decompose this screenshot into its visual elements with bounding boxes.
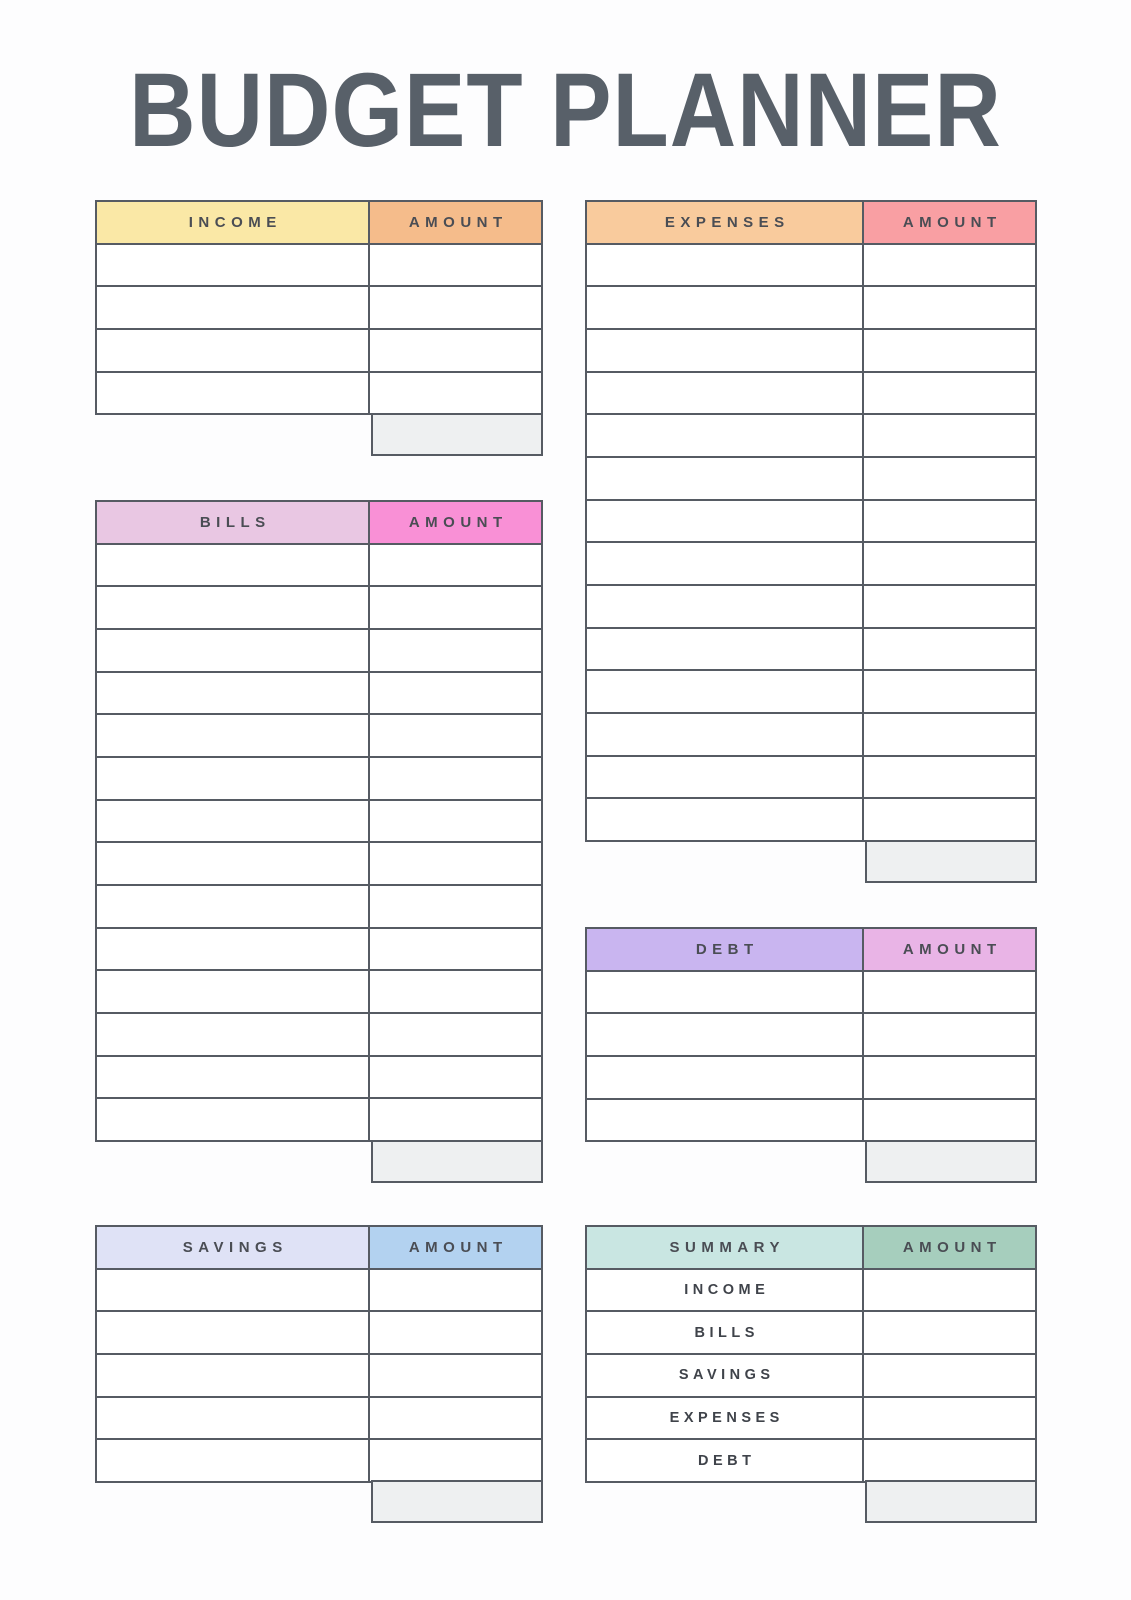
income-header-row bbox=[97, 202, 541, 243]
entry-cell bbox=[97, 287, 370, 328]
amount-cell bbox=[864, 501, 1035, 542]
table-row bbox=[97, 1055, 541, 1098]
page-title: BUDGET PLANNER bbox=[129, 52, 1002, 169]
amount-cell bbox=[864, 757, 1035, 798]
summary-label-cell: BILLS bbox=[587, 1312, 864, 1353]
entry-cell bbox=[97, 715, 370, 756]
debt-header-row bbox=[587, 929, 1035, 970]
table-row bbox=[97, 285, 541, 328]
expenses-amount-header-cell: AMOUNT bbox=[864, 202, 1035, 243]
amount-cell bbox=[864, 287, 1035, 328]
amount-cell bbox=[370, 1312, 541, 1353]
table-row bbox=[97, 585, 541, 628]
entry-cell bbox=[97, 1312, 370, 1353]
table-row bbox=[587, 669, 1035, 712]
savings-total-cell bbox=[371, 1480, 544, 1523]
amount-cell bbox=[370, 287, 541, 328]
table-row bbox=[587, 584, 1035, 627]
amount-cell bbox=[370, 1270, 541, 1311]
amount-cell bbox=[370, 971, 541, 1012]
table-row bbox=[97, 969, 541, 1012]
amount-cell bbox=[370, 843, 541, 884]
savings-amount-header-cell: AMOUNT bbox=[370, 1227, 541, 1268]
amount-cell bbox=[864, 1355, 1035, 1396]
amount-cell bbox=[864, 373, 1035, 414]
table-row bbox=[587, 1353, 1035, 1396]
debt-table bbox=[585, 927, 1037, 1183]
amount-cell bbox=[370, 373, 541, 414]
savings-header-cell: SAVINGS bbox=[97, 1227, 370, 1268]
entry-cell bbox=[587, 586, 864, 627]
amount-cell bbox=[370, 1355, 541, 1396]
income-table bbox=[95, 200, 543, 456]
entry-cell bbox=[587, 501, 864, 542]
amount-cell bbox=[370, 1099, 541, 1140]
amount-cell bbox=[864, 458, 1035, 499]
table-row bbox=[587, 1268, 1035, 1311]
amount-cell bbox=[370, 715, 541, 756]
table-row bbox=[587, 1098, 1035, 1141]
table-row bbox=[97, 1438, 541, 1481]
savings-table bbox=[95, 1225, 543, 1523]
debt-total-cell bbox=[865, 1140, 1038, 1183]
entry-cell bbox=[587, 714, 864, 755]
table-row bbox=[587, 285, 1035, 328]
table-row bbox=[587, 499, 1035, 542]
table-row bbox=[97, 671, 541, 714]
amount-cell bbox=[370, 1440, 541, 1481]
entry-cell bbox=[587, 287, 864, 328]
table-row bbox=[97, 1396, 541, 1439]
amount-cell bbox=[370, 245, 541, 286]
table-row bbox=[97, 884, 541, 927]
table-row bbox=[587, 1055, 1035, 1098]
entry-cell bbox=[97, 245, 370, 286]
summary-header-row bbox=[587, 1227, 1035, 1268]
entry-cell bbox=[97, 801, 370, 842]
amount-cell bbox=[370, 801, 541, 842]
entry-cell bbox=[587, 671, 864, 712]
amount-cell bbox=[370, 587, 541, 628]
income-total-cell bbox=[371, 413, 544, 456]
amount-cell bbox=[864, 1312, 1035, 1353]
entry-cell bbox=[587, 330, 864, 371]
amount-cell bbox=[864, 1440, 1035, 1481]
table-row bbox=[587, 970, 1035, 1013]
table-row bbox=[97, 756, 541, 799]
table-row bbox=[587, 712, 1035, 755]
amount-cell bbox=[864, 1100, 1035, 1141]
entry-cell bbox=[97, 929, 370, 970]
savings-grid bbox=[95, 1225, 543, 1483]
entry-cell bbox=[97, 1398, 370, 1439]
summary-grid bbox=[585, 1225, 1037, 1483]
entry-cell bbox=[97, 1057, 370, 1098]
entry-cell bbox=[97, 886, 370, 927]
entry-cell bbox=[97, 1099, 370, 1140]
entry-cell bbox=[587, 543, 864, 584]
table-row bbox=[97, 799, 541, 842]
expenses-grid bbox=[585, 200, 1037, 842]
amount-cell bbox=[370, 1057, 541, 1098]
table-row bbox=[587, 627, 1035, 670]
entry-cell bbox=[587, 799, 864, 840]
table-row bbox=[587, 413, 1035, 456]
debt-grid bbox=[585, 927, 1037, 1142]
summary-amount-header-cell: AMOUNT bbox=[864, 1227, 1035, 1268]
bills-header-cell: BILLS bbox=[97, 502, 370, 543]
table-row bbox=[97, 1097, 541, 1140]
entry-cell bbox=[97, 971, 370, 1012]
amount-cell bbox=[370, 758, 541, 799]
entry-cell bbox=[97, 1014, 370, 1055]
table-row bbox=[587, 328, 1035, 371]
entry-cell bbox=[587, 1057, 864, 1098]
entry-cell bbox=[587, 245, 864, 286]
amount-cell bbox=[864, 972, 1035, 1013]
entry-cell bbox=[97, 843, 370, 884]
amount-cell bbox=[864, 586, 1035, 627]
table-row bbox=[97, 371, 541, 414]
bills-total-cell bbox=[371, 1140, 544, 1183]
debt-amount-header-cell: AMOUNT bbox=[864, 929, 1035, 970]
table-row bbox=[97, 628, 541, 671]
amount-cell bbox=[864, 1398, 1035, 1439]
table-row bbox=[587, 371, 1035, 414]
table-row bbox=[97, 1353, 541, 1396]
entry-cell bbox=[97, 373, 370, 414]
expenses-table bbox=[585, 200, 1037, 883]
bills-grid bbox=[95, 500, 543, 1142]
table-row bbox=[97, 1310, 541, 1353]
table-row bbox=[587, 456, 1035, 499]
entry-cell bbox=[587, 1100, 864, 1141]
table-row bbox=[587, 797, 1035, 840]
amount-cell bbox=[864, 714, 1035, 755]
amount-cell bbox=[864, 1057, 1035, 1098]
amount-cell bbox=[370, 630, 541, 671]
amount-cell bbox=[370, 929, 541, 970]
entry-cell bbox=[97, 545, 370, 586]
amount-cell bbox=[370, 545, 541, 586]
table-row bbox=[97, 927, 541, 970]
table-row bbox=[97, 1012, 541, 1055]
table-row bbox=[587, 755, 1035, 798]
entry-cell bbox=[97, 1440, 370, 1481]
summary-label-cell: INCOME bbox=[587, 1270, 864, 1311]
entry-cell bbox=[97, 630, 370, 671]
income-header-cell: INCOME bbox=[97, 202, 370, 243]
table-row bbox=[587, 1396, 1035, 1439]
amount-cell bbox=[864, 1270, 1035, 1311]
entry-cell bbox=[97, 1270, 370, 1311]
summary-label-cell: DEBT bbox=[587, 1440, 864, 1481]
expenses-header-cell: EXPENSES bbox=[587, 202, 864, 243]
entry-cell bbox=[587, 629, 864, 670]
amount-cell bbox=[370, 886, 541, 927]
amount-cell bbox=[864, 799, 1035, 840]
bills-amount-header-cell: AMOUNT bbox=[370, 502, 541, 543]
income-amount-header-cell: AMOUNT bbox=[370, 202, 541, 243]
entry-cell bbox=[97, 330, 370, 371]
savings-header-row bbox=[97, 1227, 541, 1268]
summary-total-cell bbox=[865, 1480, 1038, 1523]
table-row bbox=[587, 1012, 1035, 1055]
amount-cell bbox=[370, 1398, 541, 1439]
table-row bbox=[97, 1268, 541, 1311]
amount-cell bbox=[864, 330, 1035, 371]
table-row bbox=[97, 543, 541, 586]
table-row bbox=[97, 713, 541, 756]
table-row bbox=[587, 243, 1035, 286]
summary-header-cell: SUMMARY bbox=[587, 1227, 864, 1268]
table-row bbox=[587, 541, 1035, 584]
debt-header-cell: DEBT bbox=[587, 929, 864, 970]
summary-label-cell: EXPENSES bbox=[587, 1398, 864, 1439]
entry-cell bbox=[587, 972, 864, 1013]
table-row bbox=[587, 1438, 1035, 1481]
entry-cell bbox=[587, 1014, 864, 1055]
amount-cell bbox=[864, 671, 1035, 712]
table-row bbox=[97, 243, 541, 286]
amount-cell bbox=[864, 543, 1035, 584]
entry-cell bbox=[97, 673, 370, 714]
entry-cell bbox=[587, 458, 864, 499]
amount-cell bbox=[864, 629, 1035, 670]
entry-cell bbox=[587, 373, 864, 414]
amount-cell bbox=[864, 1014, 1035, 1055]
expenses-header-row bbox=[587, 202, 1035, 243]
table-row bbox=[97, 328, 541, 371]
amount-cell bbox=[864, 415, 1035, 456]
amount-cell bbox=[864, 245, 1035, 286]
bills-header-row bbox=[97, 502, 541, 543]
amount-cell bbox=[370, 330, 541, 371]
table-row bbox=[97, 841, 541, 884]
expenses-total-cell bbox=[865, 840, 1038, 883]
amount-cell bbox=[370, 673, 541, 714]
entry-cell bbox=[97, 758, 370, 799]
entry-cell bbox=[97, 587, 370, 628]
entry-cell bbox=[587, 757, 864, 798]
entry-cell bbox=[97, 1355, 370, 1396]
summary-table bbox=[585, 1225, 1037, 1523]
entry-cell bbox=[587, 415, 864, 456]
amount-cell bbox=[370, 1014, 541, 1055]
table-row bbox=[587, 1310, 1035, 1353]
income-grid bbox=[95, 200, 543, 415]
bills-table bbox=[95, 500, 543, 1183]
summary-label-cell: SAVINGS bbox=[587, 1355, 864, 1396]
